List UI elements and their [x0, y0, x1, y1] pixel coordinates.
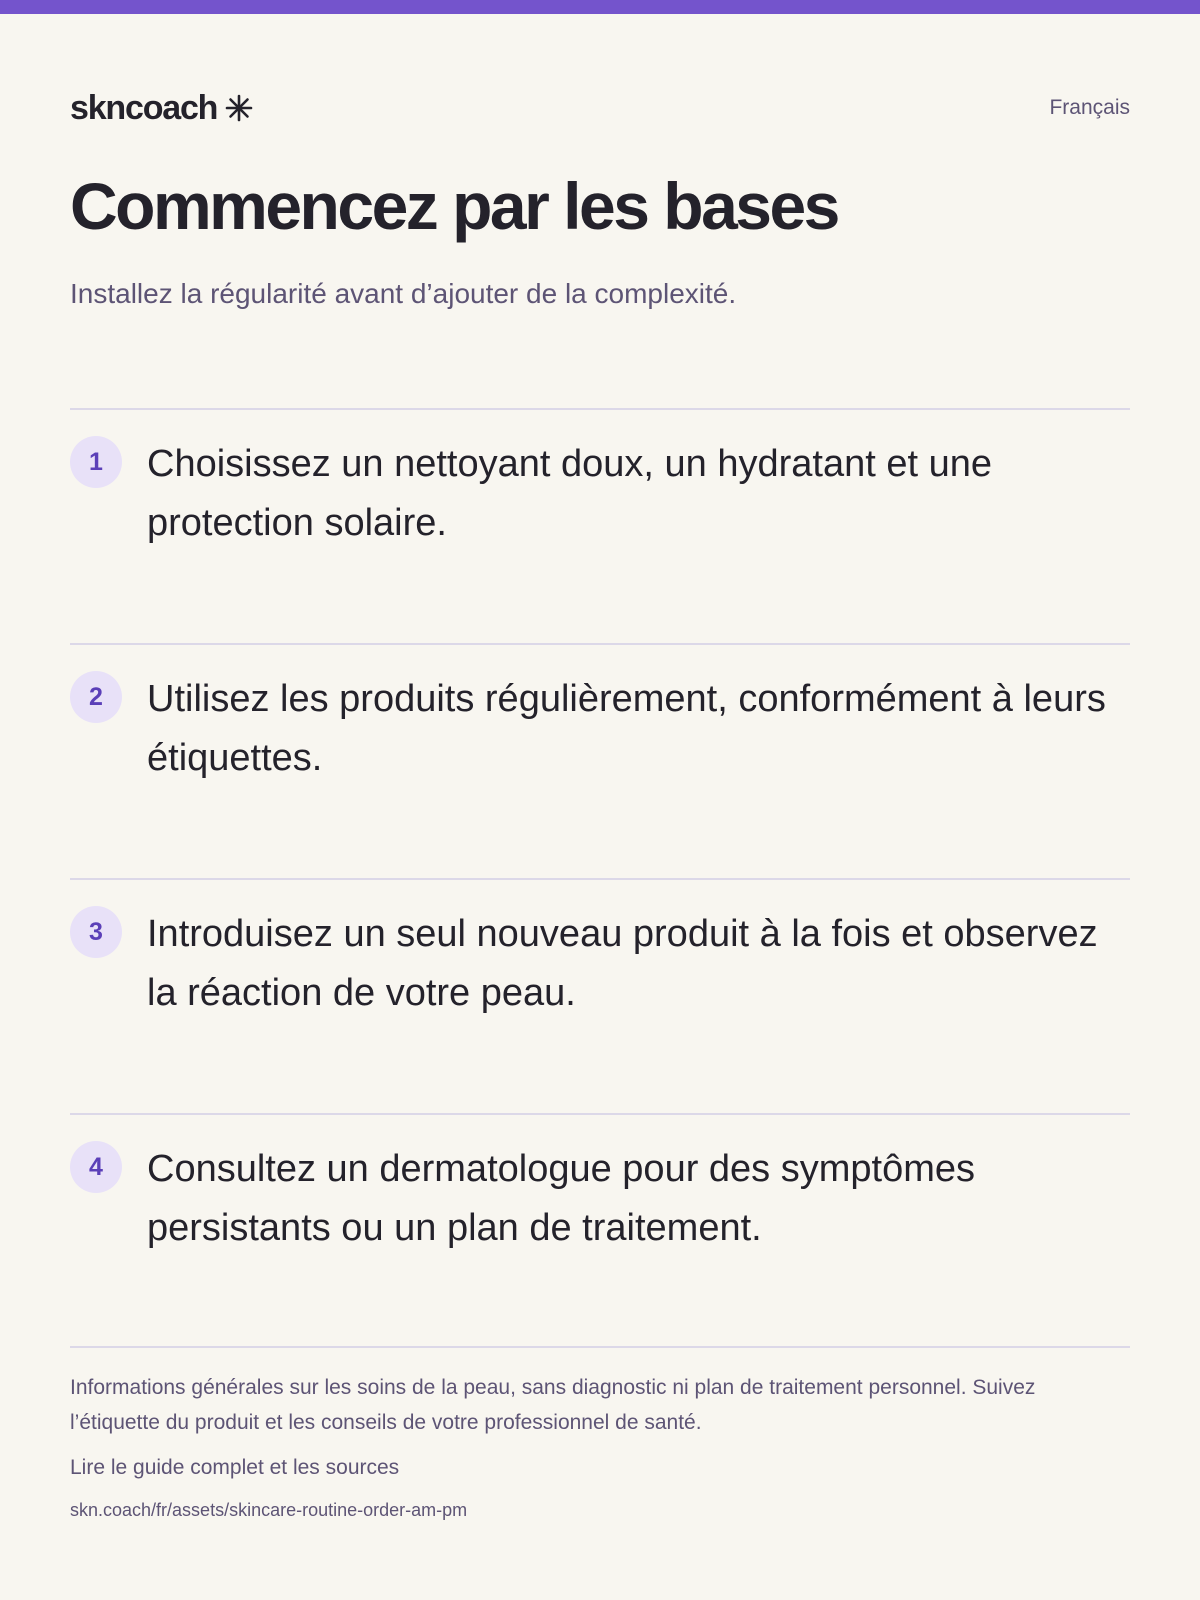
source-url: skn.coach/fr/assets/skincare-routine-order-am-pm: [70, 1500, 468, 1520]
step-item: [70, 878, 1130, 1113]
step-number-badge: 2: [70, 671, 122, 723]
top-accent-bar: [0, 0, 1200, 14]
step-item: [70, 1113, 1130, 1348]
asterisk-icon: [225, 94, 253, 122]
step-number-badge: 3: [70, 906, 122, 958]
full-guide-link[interactable]: Lire le guide complet et les sources: [70, 1456, 400, 1479]
step-text: Utilisez les produits régulièrement, conformément à leurs étiquettes.: [147, 678, 1106, 779]
step-text: Introduisez un seul nouveau produit à la fois et observez la réaction de votre peau.: [147, 913, 1098, 1014]
step-number-badge: 1: [70, 436, 122, 488]
language-selector[interactable]: Français: [1049, 96, 1130, 119]
logo[interactable]: [70, 86, 253, 130]
page-title: Commencez par les bases: [70, 169, 838, 243]
disclaimer-text: Informations générales sur les soins de la peau, sans diagnostic ni plan de traitement personnel. Suivez l’étiquette du produit et les conseils de votre professionnel de santé.: [70, 1376, 1036, 1434]
step-item: [70, 643, 1130, 878]
step-number-badge: 4: [70, 1141, 122, 1193]
step-text: Choisissez un nettoyant doux, un hydratant et une protection solaire.: [147, 443, 992, 544]
step-item: [70, 408, 1130, 643]
footer: [70, 1346, 1130, 1524]
steps-list: [70, 408, 1130, 1348]
logo-text: skncoach: [70, 89, 218, 127]
step-text: Consultez un dermatologue pour des symptômes persistants ou un plan de traitement.: [147, 1148, 976, 1249]
page-subtitle: Installez la régularité avant d’ajouter de la complexité.: [70, 278, 737, 309]
header: [70, 86, 1130, 130]
